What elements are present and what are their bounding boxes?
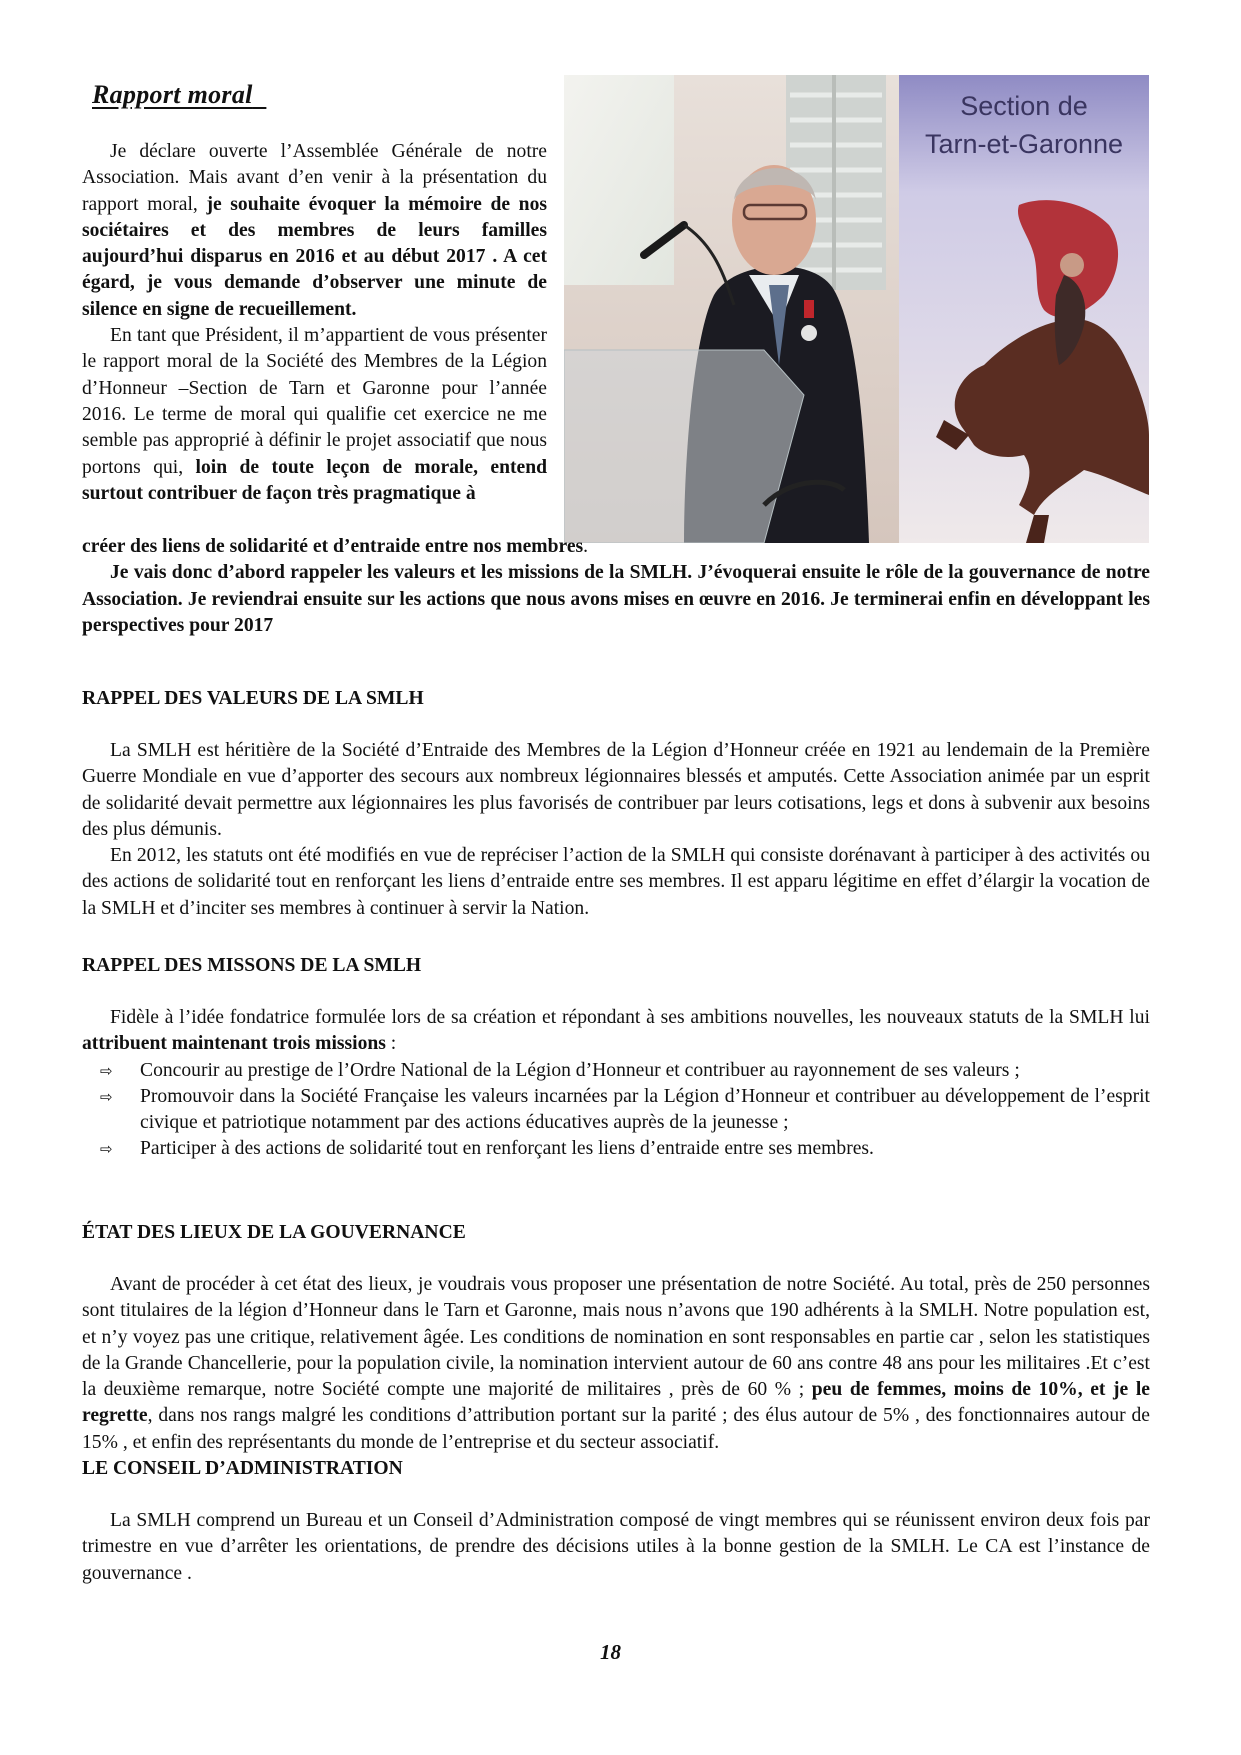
missions-intro-bold: attribuent maintenant trois missions (82, 1033, 386, 1055)
mission-item (82, 1058, 1150, 1084)
missions-intro-text: Fidèle à l’idée fondatrice formulée lors de sa création et répondant à ses ambitions nouvelles, les nouveaux statuts de la SMLH lui (110, 1007, 1150, 1028)
mission-item (82, 1136, 1150, 1162)
heading-missions: RAPPEL DES MISSONS DE LA SMLH (82, 955, 422, 976)
arrow-right-icon: ⇨ (100, 1140, 113, 1159)
heading-valeurs: RAPPEL DES VALEURS DE LA SMLH (82, 688, 424, 709)
heading-conseil: LE CONSEIL D’ADMINISTRATION (82, 1458, 403, 1480)
intro-p1-text: Je déclare ouverte l’Assemblée Générale de notre Association. Mais avant d’en venir à la présentation du rapport moral, (82, 141, 547, 215)
intro-p2-bold-end: créer des liens de solidarité et d’entraide entre nos membres (82, 536, 584, 557)
intro-paragraph-1 (82, 139, 547, 323)
intro-paragraph-2 (82, 323, 547, 507)
intro-p2-text: En tant que Président, il m’appartient de vous présenter le rapport moral de la Société des Membres de la Légion d’Honneur –Section de Tarn et Garonne pour l’année 2016. Le terme de moral qui qualifie cet exercice ne me semble pas approprié à définir le projet associatif que nous portons qui, (82, 325, 547, 478)
section-gouvernance (82, 1220, 1150, 1587)
banner-text-line1: Section de (960, 91, 1088, 121)
intro-column (82, 139, 547, 507)
intro-p2-bold: loin de toute leçon de morale, entend surtout contribuer de façon très pragmatique à (82, 456, 547, 504)
valeurs-paragraph-1: La SMLH est héritière de la Société d’Entraide des Membres de la Légion d’Honneur créée en 1921 au lendemain de la Première Guerre Mondiale en vue d’apporter des secours aux nombreux légionnaires blessés et amputés. Cette Association animée par un esprit de solidarité devait permettre aux légionnaires les plus favorisés de contribuer par leurs cotisations, legs et dons à subvenir aux besoins des plus démunis. (82, 740, 1150, 840)
page-number: 18 (600, 1640, 621, 1664)
section-missions (82, 953, 1150, 1163)
mission-item (82, 1084, 1150, 1137)
intro-paragraph-3 (82, 560, 1150, 639)
missions-intro-colon: : (385, 1033, 397, 1055)
valeurs-paragraph-2: En 2012, les statuts ont été modifiés en vue de repréciser l’action de la SMLH qui consiste dorénavant à participer à des activités ou des actions de solidarité tout en renforçant les liens d’entraide entre ses membres. Il est apparu légitime en effet d’élargir la vocation de la SMLH et d’inciter ses membres à continuer à servir la Nation. (82, 845, 1150, 919)
glass-lectern (564, 350, 804, 543)
legion-honneur-medal (804, 300, 814, 318)
gouvernance-paragraph (82, 1272, 1150, 1456)
arrow-right-icon: ⇨ (100, 1061, 113, 1080)
mission-text: Promouvoir dans la Société Française les valeurs incarnées par la Légion d’Honneur et contribuer au développement de l’esprit civique et patriotique notamment par des actions éducatives auprès de la jeunesse ; (140, 1085, 1150, 1134)
gouvernance-text-2: , dans nos rangs malgré les conditions d’attribution portant sur la parité ; des élus autour de 5% , des fonctionnaires autour de 15% , et enfin des représentants du monde de l’entreprise et du secteur associatif. (82, 1405, 1150, 1453)
arrow-right-icon: ⇨ (100, 1087, 113, 1106)
projection-screen (564, 75, 674, 285)
intro-p2-last-line (82, 534, 1150, 560)
mission-text: Concourir au prestige de l’Ordre National de la Légion d’Honneur et contribuer au rayonnement de ses valeurs ; (140, 1059, 1020, 1081)
missions-intro (82, 1005, 1150, 1058)
intro-p3-bold: Je vais donc d’abord rappeler les valeurs et les missions de la SMLH. J’évoquerai ensuite le rôle de la gouvernance de notre Association. Je reviendrai ensuite sur les actions que nous avons mises en œuvre en 2016. Je terminerai enfin en développant les perspectives pour 2017 (82, 562, 1150, 636)
speaker-photo (564, 75, 1149, 543)
intro-p1-bold: je souhaite évoquer la mémoire de nos sociétaires et des membres de leurs familles aujourd’hui disparus en 2016 et au début 2017 . A cet égard, je vous demande d’observer une minute de silence en signe de recueillement. (82, 193, 547, 320)
conseil-paragraph: La SMLH comprend un Bureau et un Conseil d’Administration composé de vingt membres qui se réunissent environ deux fois par trimestre en vue d’arrêter les orientations, de prendre des décisions utiles à la bonne gestion de la SMLH. Le CA est l’instance de gouvernance . (82, 1510, 1150, 1584)
heading-gouvernance: ÉTAT DES LIEUX DE LA GOUVERNANCE (82, 1222, 466, 1243)
gouvernance-text-1: Avant de procéder à cet état des lieux, je voudrais vous proposer une présentation de notre Société. Au total, près de 250 personnes sont titulaires de la légion d’Honneur dans le Tarn et Garonne, mais nous n’avons que 190 adhérents à la SMLH. Notre population est, et n’y voyez pas une critique, relativement âgée. Les conditions de nomination en sont responsables en partie car , selon les statistiques de la Grande Chancellerie, pour la population civile, la nomination intervient autour de 60 ans contre 48 ans pour les militaires .Et c’est la deuxième remarque, notre Société compte une majorité de militaires , près de 60 % ; (82, 1274, 1150, 1401)
missions-list (82, 1058, 1150, 1163)
page-title: Rapport moral (92, 80, 253, 109)
intro-continuation (82, 534, 1150, 639)
section-valeurs (82, 686, 1150, 922)
gouvernance-bold: peu de femmes, moins de 10%, et je le regrette (82, 1379, 1150, 1427)
banner-text-line2: Tarn-et-Garonne (924, 129, 1124, 159)
mission-text: Participer à des actions de solidarité tout en renforçant les liens d’entraide entre ses membres. (140, 1138, 874, 1160)
intro-p2-period: . (583, 536, 589, 557)
photo-illustration (564, 75, 1149, 543)
